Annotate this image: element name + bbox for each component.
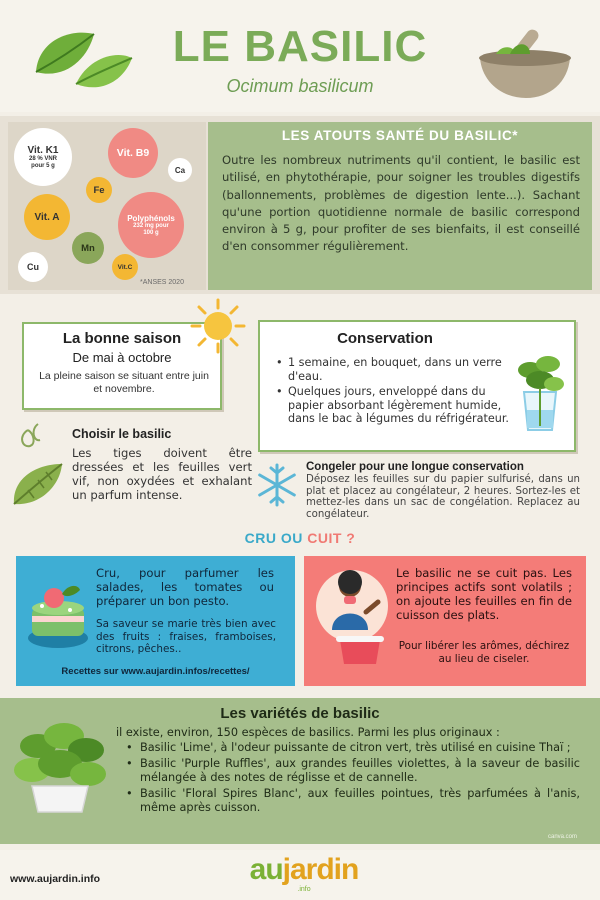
page-subtitle: Ocimum basilicum bbox=[226, 76, 374, 96]
conservation-list bbox=[276, 356, 512, 428]
choose-text: Les tiges doivent être dressées et les feuilles vert vif, non oxydées et exhalant un parfum intense. bbox=[72, 446, 252, 502]
logo-info: .info bbox=[297, 886, 311, 893]
page-title: LE BASILIC bbox=[172, 22, 428, 71]
nutrient-label: Fe bbox=[93, 184, 105, 196]
nutrient-label: Cu bbox=[27, 262, 39, 272]
nutrient-detail: 232 mg pour 100 g bbox=[133, 222, 169, 236]
cake-icon bbox=[24, 576, 90, 652]
varieties-list bbox=[126, 741, 580, 817]
nutrient-vit-b9 bbox=[108, 128, 158, 178]
aujardin-logo[interactable] bbox=[244, 852, 364, 896]
cooked-tip-text: Pour libérer les arômes, déchirez au lieu de ciseler. bbox=[398, 640, 570, 665]
credit-note: canva.com bbox=[548, 834, 578, 840]
nutrient-label: Vit.C bbox=[117, 263, 133, 271]
season-title: La bonne saison bbox=[62, 330, 182, 347]
sun-icon bbox=[190, 298, 246, 354]
nutrient-cu bbox=[18, 252, 48, 282]
nutrient-ca bbox=[168, 158, 192, 182]
varieties-title: Les variétés de basilic bbox=[220, 705, 380, 722]
nutrient-vit-c bbox=[112, 254, 138, 280]
nutrient-polyphenols bbox=[118, 192, 184, 258]
choose-title: Choisir le basilic bbox=[72, 427, 172, 441]
season-note: La pleine saison se situant entre juin et novembre. bbox=[39, 370, 209, 395]
freeze-text: Déposez les feuilles sur du papier sulfurisé, dans un plat et placez au congélateur, 2 heures. Sortez-les et mettez-les dans un sac de congélation. Replacez au congélateur. bbox=[306, 474, 580, 520]
nutrient-detail: 28 % VNR pour 5 g bbox=[28, 155, 57, 169]
health-benefits-title: LES ATOUTS SANTÉ DU BASILIC* bbox=[281, 128, 519, 143]
raw-text: Cru, pour parfumer les salades, les tomates ou préparer un bon pesto. bbox=[96, 566, 274, 608]
season-period: De mai à octobre bbox=[72, 350, 172, 365]
logo-au: au bbox=[249, 853, 283, 886]
logo-jardin: jardin bbox=[282, 853, 359, 886]
nutrient-label: Vit. B9 bbox=[116, 147, 150, 159]
conservation-title: Conservation bbox=[337, 330, 433, 347]
cooked-title: CUIT ? bbox=[307, 530, 356, 546]
nutrient-label: Polyphénols bbox=[127, 213, 175, 223]
nutrient-vit-a bbox=[24, 194, 70, 240]
basil-jar-icon bbox=[512, 352, 568, 434]
mortar-pestle-icon bbox=[470, 24, 582, 102]
snowflake-icon bbox=[254, 462, 300, 508]
list-item: • 1 semaine, en bouquet, dans un verre d'eau. bbox=[276, 356, 512, 383]
nutrient-label: Mn bbox=[81, 242, 95, 254]
recipes-link[interactable]: Recettes sur www.aujardin.infos/recettes/ bbox=[61, 666, 250, 677]
raw-or-cooked-title bbox=[0, 530, 600, 546]
raw-fruit-text: Sa saveur se marie très bien avec des fruits : fraises, framboises, citrons, pêches.. bbox=[96, 618, 276, 655]
freeze-title: Congeler pour une longue conservation bbox=[306, 461, 524, 473]
list-item: • Basilic 'Floral Spires Blanc', aux feuilles pointues, très parfumées à l'anis, même après cuisson. bbox=[126, 787, 580, 815]
cooked-text: Le basilic ne se cuit pas. Les principes actifs sont volatils ; on ajoute les feuilles en fin de cuisson des plats. bbox=[396, 566, 572, 622]
herb-leaf-icon bbox=[8, 420, 68, 512]
nutrient-fe bbox=[86, 177, 112, 203]
logo-wordmark bbox=[244, 852, 364, 888]
source-note: *ANSES 2020 bbox=[140, 279, 184, 286]
list-item: • Basilic 'Lime', à l'odeur puissante de citron vert, très utilisé en cuisine Thaï ; bbox=[126, 741, 580, 755]
health-benefits-text: Outre les nombreux nutriments qu'il contient, le basilic est utilisé, en phytothérapie, pour soigner les troubles digestifs (ballonnements, problèmes de digestion lente...). Sachant qu'une portion quotidienne normale de basilic correspond environ à 5 g, pour profiter de ses bienfaits, il est conseillé d'en consommer régulièrement. bbox=[222, 153, 580, 254]
nutrient-label: Vit. K1 bbox=[27, 144, 59, 156]
raw-title: CRU OU bbox=[244, 530, 303, 546]
cooking-person-icon bbox=[310, 566, 394, 676]
basil-pot-icon bbox=[8, 716, 112, 816]
nutrient-label: Ca bbox=[174, 165, 186, 175]
nutrient-mn bbox=[72, 232, 104, 264]
nutrient-label: Vit. A bbox=[34, 211, 60, 223]
list-item: • Quelques jours, enveloppé dans du papier absorbant légèrement humide, dans le bac à légumes du réfrigérateur. bbox=[276, 385, 512, 426]
list-item: • Basilic 'Purple Ruffles', aux grandes feuilles violettes, à la saveur de basilic mélangée à des notes de réglisse et de cannelle. bbox=[126, 757, 580, 785]
footer-url-link[interactable]: www.aujardin.info bbox=[10, 873, 101, 885]
varieties-intro: il existe, environ, 150 espèces de basilics. Parmi les plus originaux : bbox=[116, 726, 500, 739]
nutrient-vit-k1 bbox=[14, 128, 72, 186]
